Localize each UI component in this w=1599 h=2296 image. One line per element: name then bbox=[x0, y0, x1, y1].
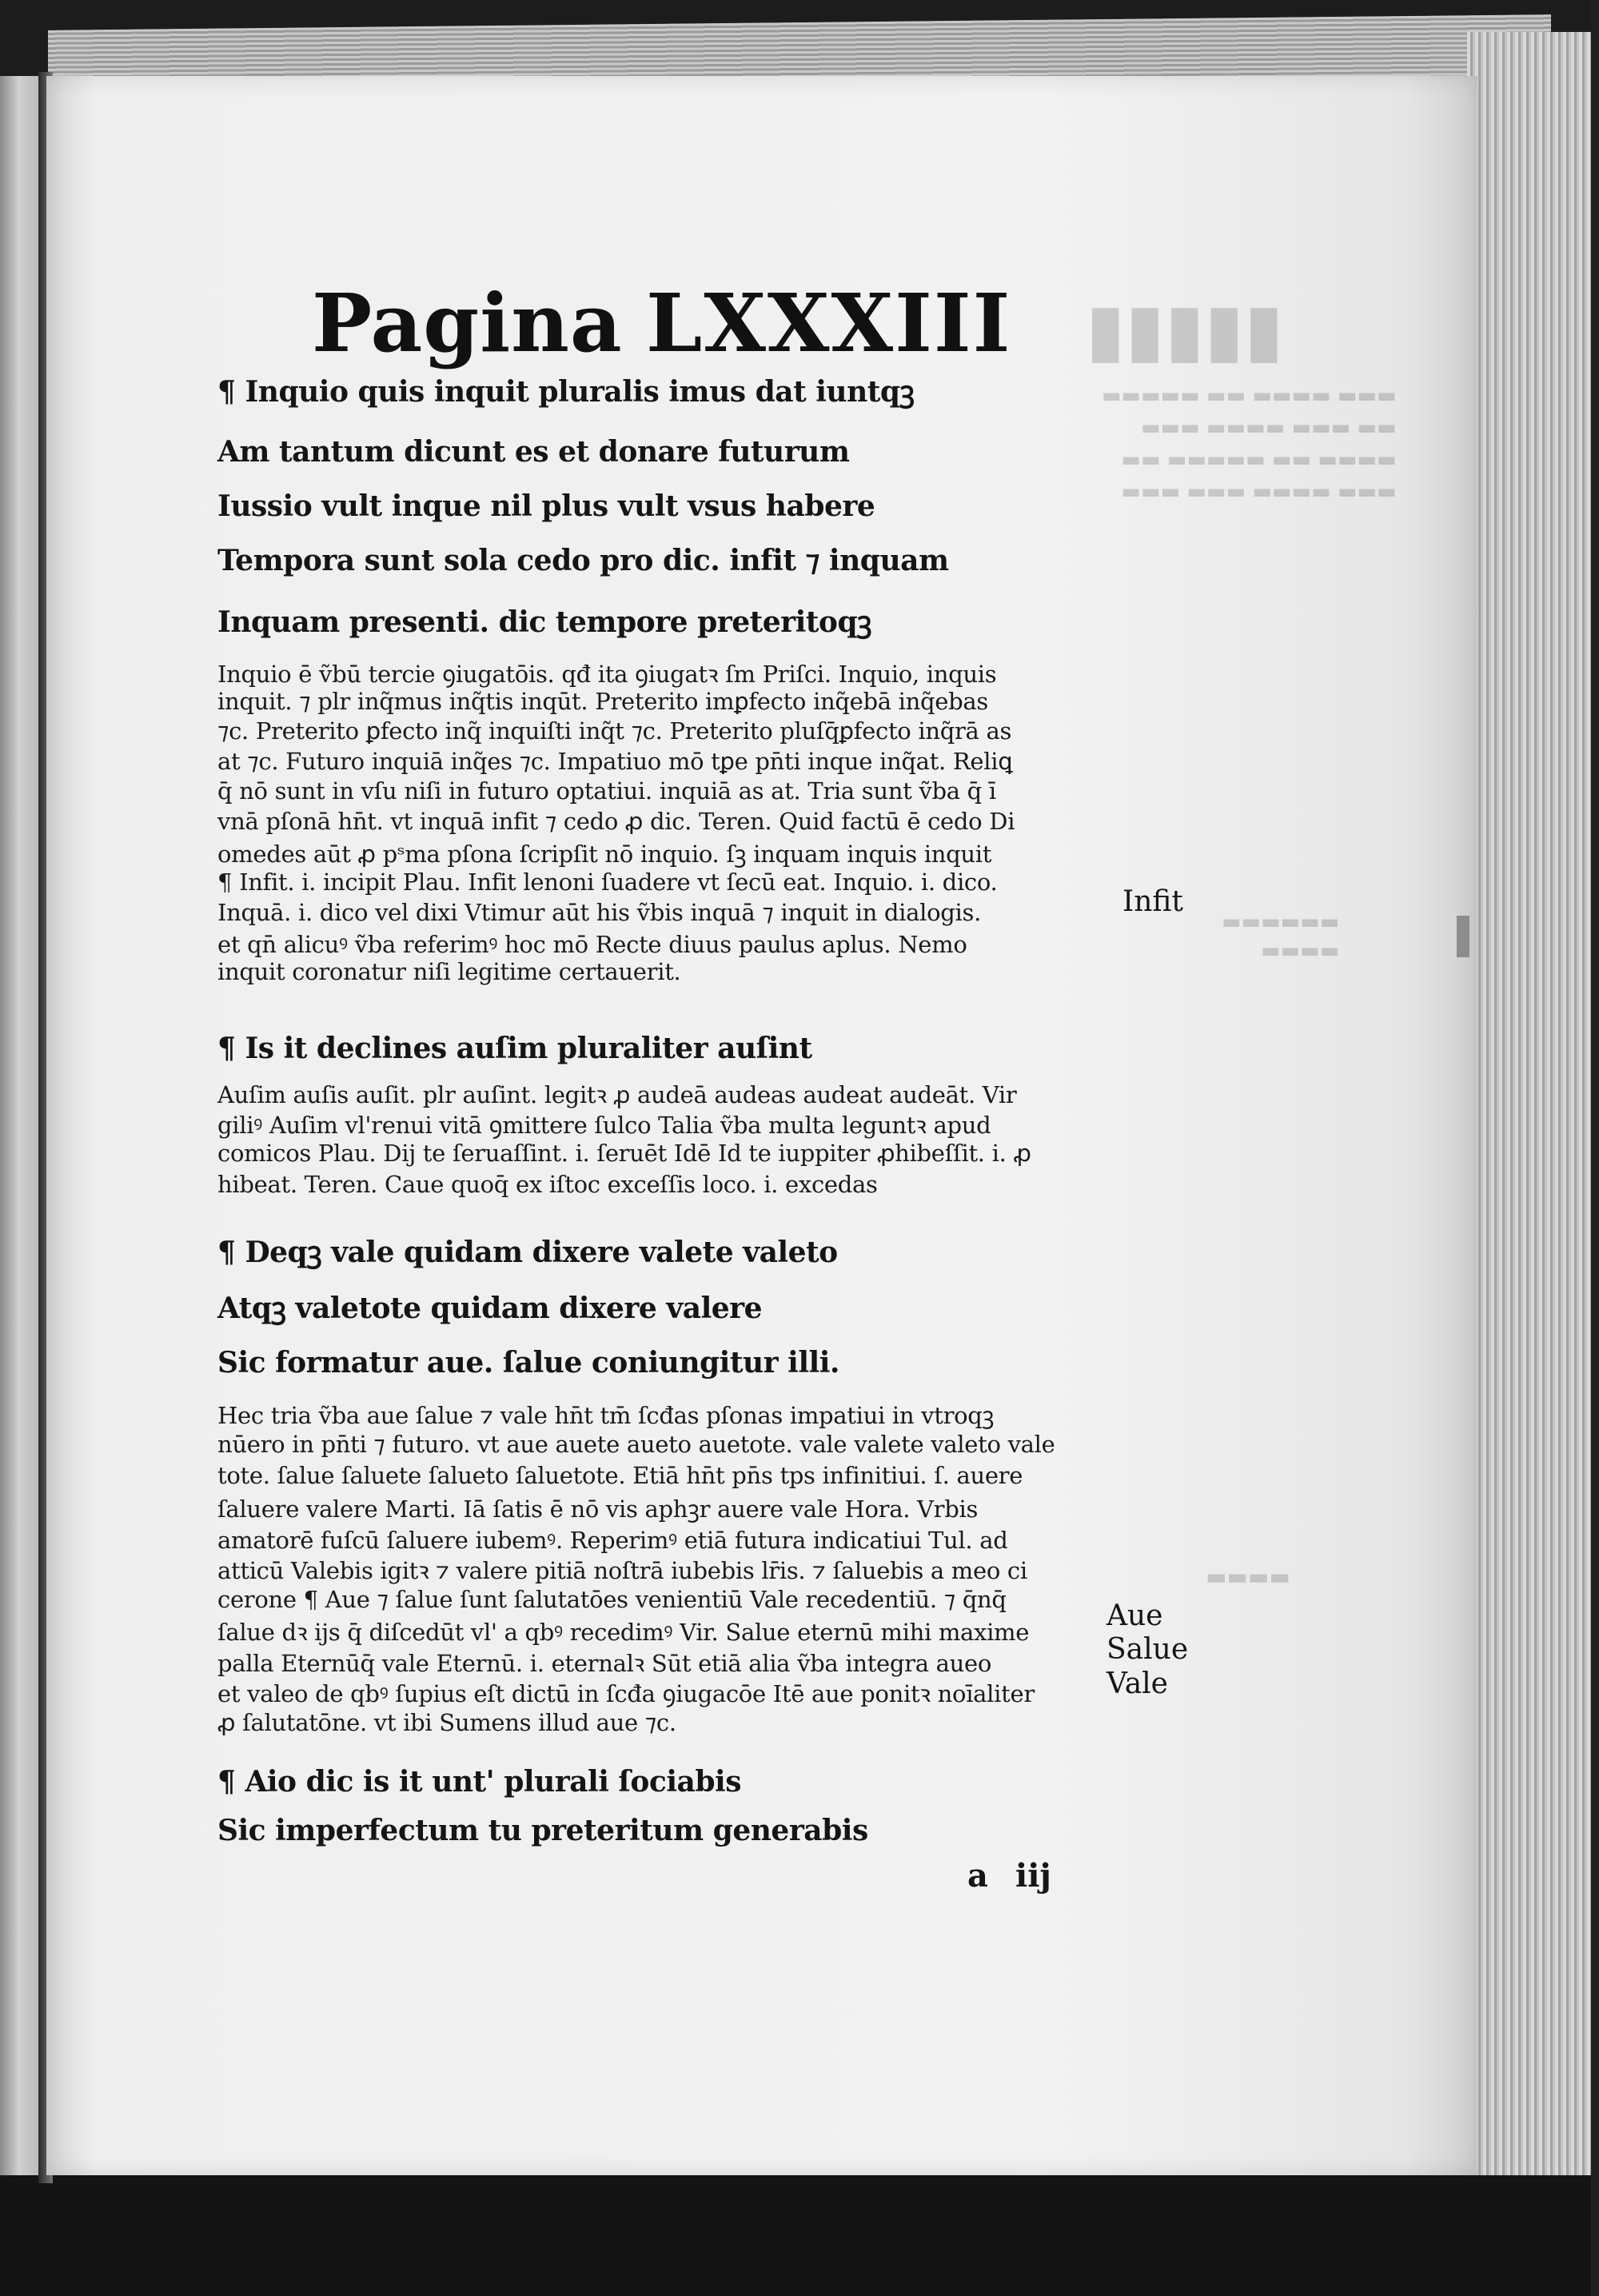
left-page-edge bbox=[0, 76, 42, 2175]
commentary-line: at ⁊c. Futuro inquiā inq̃es ⁊c. Impatiuo mō tꝑe pn̄ti inque inq̃at. Reliꝗ bbox=[217, 748, 1013, 775]
verse-line: ¶ Aio dic is it unt' plurali ſociabis bbox=[217, 1765, 741, 1799]
commentary-line: cerone ¶ Aue ⁊ ſalue ſunt ſalutatōes venientiū Vale recedentiū. ⁊ q̄nq̄ bbox=[217, 1586, 1007, 1613]
commentary-line: nūero in pn̄ti ⁊ futuro. vt aue auete aueto auetote. vale valete valeto vale bbox=[217, 1431, 1055, 1458]
commentary-line: palla Eternūq̄ vale Eternū. i. eternalꝛ Sūt etiā alia ṽba integra aueo bbox=[217, 1650, 992, 1677]
show-through-margin: ▬▬▬▬▬▬ ▬▬▬▬ bbox=[1222, 910, 1340, 963]
commentary-line: et qn̄ alicuꝰ ṽba referimꝰ hoc mō Recte diuus paulus aplus. Nemo bbox=[217, 931, 967, 958]
commentary-line: Auſim auſis auſit. plr auſint. legitꝛ ꝓ audeā audeas audeat audeāt. Vir bbox=[217, 1081, 1017, 1108]
verse-line: Inquam presenti. dic tempore preteritoqꝫ bbox=[217, 605, 872, 639]
verse-line: Iussio vult inque nil plus vult vsus habere bbox=[217, 489, 875, 523]
verse-line: ¶ Is it declines auſim pluraliter auſint bbox=[217, 1032, 812, 1065]
margin-note-aue: Aue bbox=[1107, 1599, 1163, 1632]
background-edge bbox=[1591, 0, 1599, 2296]
header-title: Pagina bbox=[312, 276, 623, 370]
commentary-line: inquit coronatur niſi legitime certauerit. bbox=[217, 958, 681, 985]
verse-line: Am tantum dicunt es et donare futurum bbox=[217, 435, 850, 469]
commentary-line: ꝓ ſalutatōne. vt ibi Sumens illud aue ⁊c. bbox=[217, 1709, 676, 1736]
verse-line: Atqꝫ valetote quidam dixere valere bbox=[217, 1292, 763, 1325]
show-through-text: ▬▬▬ ▬▬▬▬ ▬▬ ▬▬▬▬▬ ▬▬ ▬▬▬ ▬▬▬▬ ▬▬▬ ▬▬▬▬ ▬▬ ▬▬▬▬▬ ▬▬ ▬▬▬ ▬▬▬▬ ▬▬▬ ▬▬▬ bbox=[1102, 384, 1397, 504]
commentary-line: tote. ſalue ſaluete ſalueto ſaluetote. Etiā hn̄t pn̄s tps infinitiui. ſ. auere bbox=[217, 1462, 1023, 1489]
show-through-margin-2: ▬▬▬▬ bbox=[1206, 1563, 1290, 1590]
margin-note-infit: Infit bbox=[1122, 885, 1183, 918]
commentary-line: ¶ Infit. i. incipit Plau. Infit lenoni ſuadere vt ſecū eat. Inquio. i. dico. bbox=[217, 868, 998, 896]
background-shadow bbox=[0, 2175, 1599, 2296]
commentary-line: inquit. ⁊ plr inq̃mus inq̃tis inqūt. Preterito imꝑfecto inq̃ebā inq̃ebas bbox=[217, 688, 988, 715]
verse-line: ¶ Inquio quis inquit pluralis imus dat iuntqꝫ bbox=[217, 375, 915, 409]
margin-note-salue: Salue bbox=[1107, 1633, 1189, 1666]
commentary-line: Inquā. i. dico vel dixi Vtimur aūt his ṽbis inquā ⁊ inquit in dialogis. bbox=[217, 899, 981, 926]
commentary-line: q̄ nō sunt in vſu niſi in futuro optatiui. inquiā as at. Tria sunt ṽba q̄ ī bbox=[217, 777, 996, 805]
show-through-heading: ▮▮▮▮▮ bbox=[1086, 288, 1284, 372]
signature-number: iij bbox=[1015, 1857, 1051, 1895]
commentary-line: omedes aūt ꝓ pˢma pſona ſcripſit nō inquio. ſꝫ inquam inquis inquit bbox=[217, 841, 992, 868]
verse-line: Sic imperfectum tu preteritum generabis bbox=[217, 1814, 868, 1847]
commentary-line: ⁊c. Preterito ꝑfecto inq̃ inquiſti inq̃t ⁊c. Preterito pluſq̄ꝑfecto inq̃rā as bbox=[217, 717, 1012, 745]
verse-line: ¶ Deqꝫ vale quidam dixere valete valeto bbox=[217, 1236, 838, 1269]
verse-line: Tempora sunt sola cedo pro dic. infit ⁊ inquam bbox=[217, 544, 949, 577]
page-block-fore-edge bbox=[1467, 32, 1599, 2175]
commentary-line: Hec tria ṽba aue ſalue ⁊ vale hn̄t tm̄ ſcđas pſonas impatiui in vtroqꝫ bbox=[217, 1402, 995, 1429]
commentary-line: et valeo de qbꝰ ſupius eſt dictū in ſcđa ꝯiugacōe Itē aue ponitꝛ noīaliter bbox=[217, 1680, 1035, 1707]
commentary-line: atticū Valebis igitꝛ ⁊ valere pitiā noſtrā iubebis lr̄is. ⁊ ſaluebis a meo ci bbox=[217, 1557, 1027, 1584]
commentary-line: giliꝰ Auſim vl'renui vitā ꝯmittere ſulco Talia ṽba multa leguntꝛ apud bbox=[217, 1112, 991, 1139]
signature-letter: a bbox=[967, 1857, 988, 1895]
commentary-line: ſaluere valere Marti. Iā ſatis ē nō vis aphꝫr auere vale Hora. Vrbis bbox=[217, 1495, 979, 1523]
commentary-line: Inquio ē ṽbū tercie ꝯiugatōis. qđ ita ꝯiugatꝛ ſm Priſci. Inquio, inquis bbox=[217, 661, 997, 688]
commentary-line: ſalue dꝛ ijs q̄ diſcedūt vl' a qbꝰ recedimꝰ Vir. Salue eternū mihi maxime bbox=[217, 1619, 1030, 1646]
commentary-line: comicos Plau. Dij te ſeruaſſint. i. ſeruēt Idē Id te iuppiter ꝓhibeſſit. i. ꝓ bbox=[217, 1140, 1031, 1167]
page-tab-mark bbox=[1457, 916, 1469, 957]
folio-number: LXXXIII bbox=[646, 276, 1012, 370]
margin-note-vale: Vale bbox=[1107, 1667, 1168, 1700]
commentary-line: vnā pſonā hn̄t. vt inquā infit ⁊ cedo ꝓ dic. Teren. Quid factū ē cedo Di bbox=[217, 808, 1015, 835]
verse-line: Sic formatur aue. ſalue coniungitur illi. bbox=[217, 1346, 839, 1380]
commentary-line: amatorē fuſcū ſaluere iubemꝰ. Reperimꝰ etiā futura indicatiui Tul. ad bbox=[217, 1527, 1008, 1554]
commentary-line: hibeat. Teren. Caue quoq̄ ex iſtoc exceſſis loco. i. excedas bbox=[217, 1171, 878, 1198]
